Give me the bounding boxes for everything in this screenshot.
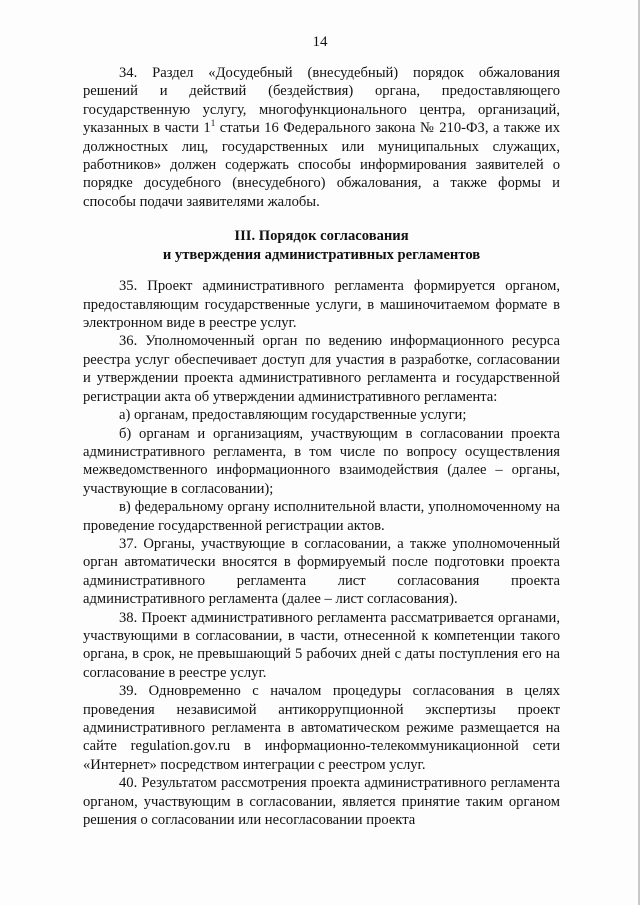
paragraph-36a: а) органам, предоставляющим государственные услуги; <box>119 407 467 424</box>
paragraph-39: 39. Одновременно с началом процедуры согласования в целях проведения независимой антикоррупционной экспертизы проект административного регламента в автоматическом режиме размещается на сайте regulation.gov.ru в информационно-телекоммуникационной сети «Интернет» посредством интеграции с реестром услуг. <box>83 683 560 773</box>
paragraph-40: 40. Результатом рассмотрения проекта административного регламента органом, участвующим в согласовании, является принятие таким органом решения о согласовании или несогласовании проекта <box>83 775 560 829</box>
document-body <box>83 64 560 829</box>
section-heading-line-2: и утверждения административных регламентов <box>162 247 481 264</box>
paragraph-35: 35. Проект административного регламента формируется органом, предоставляющим государственные услуги, в машиночитаемом формате в электронном виде в реестре услуг. <box>83 278 560 332</box>
paragraph-37: 37. Органы, участвующие в согласовании, а также уполномоченный орган автоматически вносятся в формируемый после подготовки проекта административного регламента лист согласования проекта административного регламента (далее – лист согласования). <box>83 535 560 608</box>
paragraph-36b: б) органам и организациям, участвующим в согласовании проекта административного регламента, в том числе по вопросу осуществления межведомственного информационного взаимодействия (далее – органы, участвующие в согласовании); <box>83 425 560 497</box>
paragraph-36c: в) федеральному органу исполнительной власти, уполномоченному на проведение государственной регистрации актов. <box>83 499 560 534</box>
paragraph-34: 34. Раздел «Досудебный (внесудебный) порядок обжалования решений и действий (бездействия) органа, предоставляющего государственную услугу, многофункционального центра, организаций, указанных в части $1^1$ статьи 16 Федерального закона № 210-ФЗ, а также их должностных лиц, государственных или муниципальных служащих, работников» должен содержать способы информирования заявителей о порядке досудебного (внесудебного) обжалования, а также формы и способы подачи заявителями жалобы. <box>83 65 560 210</box>
section-heading <box>83 227 560 265</box>
superscript: 1 <box>210 118 216 129</box>
paragraph-38: 38. Проект административного регламента рассматривается органами, участвующими в согласовании, в части, отнесенной к компетенции такого органа, в срок, не превышающий 5 рабочих дней с даты поступления его на согласование в реестре услуг. <box>83 609 560 681</box>
paragraph-36: 36. Уполномоченный орган по ведению информационного ресурса реестра услуг обеспечивает доступ для участия в разработке, согласовании и утверждении проекта административного регламента и государственной регистрации акта об утверждении административного регламента: <box>83 333 560 405</box>
page-number: 14 <box>312 34 328 50</box>
section-heading-line-1: III. Порядок согласования <box>234 228 409 245</box>
